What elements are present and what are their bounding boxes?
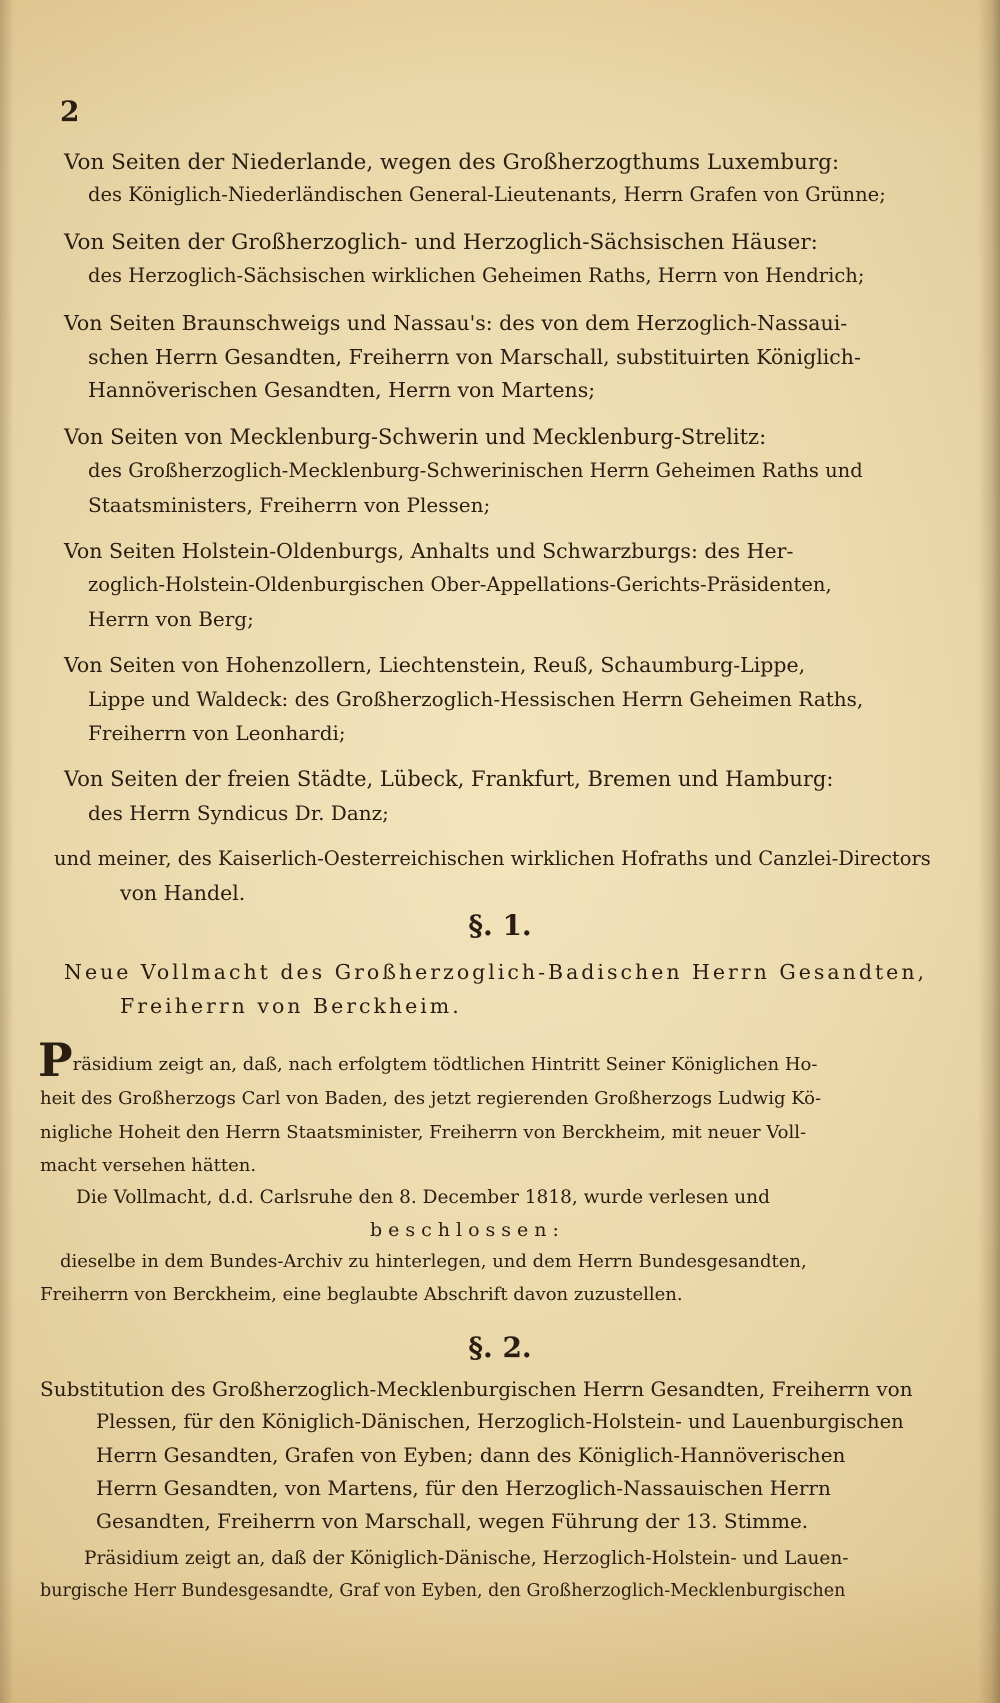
delegation-line: Von Seiten von Hohenzollern, Liechtenstein, Reuß, Schaumburg-Lippe,: [64, 653, 806, 677]
beschlossen-label: beschlossen:: [370, 1219, 565, 1241]
section-2-title-line: Substitution des Großherzoglich-Mecklenburgischen Herrn Gesandten, Freiherrn von: [40, 1377, 913, 1401]
delegation-line: des Großherzoglich-Mecklenburg-Schwerinischen Herrn Geheimen Raths und: [88, 459, 863, 482]
section-2-body-line: Präsidium zeigt an, daß der Königlich-Dänische, Herzoglich-Holstein- und Lauen-: [84, 1548, 849, 1569]
delegation-line: Herrn von Berg;: [88, 607, 254, 631]
section-1-body-line: macht versehen hätten.: [40, 1155, 257, 1176]
page-shadow-right: [978, 0, 1000, 1703]
resolution-line: dieselbe in dem Bundes-Archiv zu hinterlegen, und dem Herrn Bundesgesandten,: [60, 1251, 807, 1272]
delegation-line: des Herrn Syndicus Dr. Danz;: [88, 801, 389, 825]
delegation-line: von Handel.: [120, 881, 246, 905]
section-1-body-line: [38, 1033, 818, 1087]
delegation-line: des Herzoglich-Sächsischen wirklichen Geheimen Raths, Herrn von Hendrich;: [88, 264, 865, 287]
delegation-line: Hannöverischen Gesandten, Herrn von Martens;: [88, 378, 596, 402]
delegation-line: Von Seiten Holstein-Oldenburgs, Anhalts und Schwarzburgs: des Her-: [64, 539, 794, 563]
section-2-title-line: Herrn Gesandten, von Martens, für den Herzoglich-Nassauischen Herrn: [96, 1476, 831, 1500]
section-1-body-line: nigliche Hoheit den Herrn Staatsminister, Freiherrn von Berckheim, mit neuer Voll-: [40, 1122, 807, 1143]
section-2-heading: §. 2.: [468, 1331, 532, 1364]
section-1-heading: §. 1.: [468, 909, 532, 942]
section-2-title-line: Gesandten, Freiherrn von Marschall, wegen Führung der 13. Stimme.: [96, 1509, 809, 1533]
section-2-body-line: burgische Herr Bundesgesandte, Graf von Eyben, den Großherzoglich-Mecklenburgischen: [40, 1581, 846, 1601]
section-1-title-line: Freiherrn von Berckheim.: [120, 994, 462, 1018]
section-1-title-line: Neue Vollmacht des Großherzoglich-Badischen Herrn Gesandten,: [64, 960, 928, 984]
delegation-line: Freiherrn von Leonhardi;: [88, 721, 346, 745]
delegation-line: und meiner, des Kaiserlich-Oesterreichischen wirklichen Hofraths und Canzlei-Directors: [54, 847, 931, 870]
delegation-line: Lippe und Waldeck: des Großherzoglich-Hessischen Herrn Geheimen Raths,: [88, 687, 864, 711]
delegation-line: schen Herrn Gesandten, Freiherrn von Marschall, substituirten Königlich-: [88, 345, 861, 369]
delegation-line: Von Seiten von Mecklenburg-Schwerin und Mecklenburg-Strelitz:: [64, 425, 767, 449]
section-1-body-line: heit des Großherzogs Carl von Baden, des jetzt regierenden Großherzogs Ludwig Kö-: [40, 1088, 822, 1109]
section-2-title-line: Herrn Gesandten, Grafen von Eyben; dann des Königlich-Hannöverischen: [96, 1443, 846, 1467]
delegation-line: zoglich-Holstein-Oldenburgischen Ober-Appellations-Gerichts-Präsidenten,: [88, 573, 832, 596]
delegation-line: Von Seiten der freien Städte, Lübeck, Frankfurt, Bremen und Hamburg:: [64, 767, 834, 791]
delegation-line: Staatsministers, Freiherrn von Plessen;: [88, 493, 491, 517]
resolution-line: Freiherrn von Berckheim, eine beglaubte Abschrift davon zuzustellen.: [40, 1284, 683, 1305]
page-shadow-left: [0, 0, 14, 1703]
delegation-line: Von Seiten Braunschweigs und Nassau's: des von dem Herzoglich-Nassaui-: [64, 311, 848, 335]
dropcap-initial: P: [38, 1033, 73, 1087]
section-2-title-line: Plessen, für den Königlich-Dänischen, Herzoglich-Holstein- und Lauenburgischen: [96, 1410, 904, 1433]
vollmacht-line: Die Vollmacht, d.d. Carlsruhe den 8. December 1818, wurde verlesen und: [76, 1187, 770, 1208]
page-number: 2: [60, 95, 80, 128]
delegation-line: Von Seiten der Großherzoglich- und Herzoglich-Sächsischen Häuser:: [64, 230, 818, 255]
delegation-line: des Königlich-Niederländischen General-Lieutenants, Herrn Grafen von Grünne;: [88, 183, 886, 206]
section-1-body-text: räsidium zeigt an, daß, nach erfolgtem tödtlichen Hintritt Seiner Königlichen Ho-: [72, 1054, 818, 1075]
delegation-line: Von Seiten der Niederlande, wegen des Großherzogthums Luxemburg:: [64, 150, 840, 175]
